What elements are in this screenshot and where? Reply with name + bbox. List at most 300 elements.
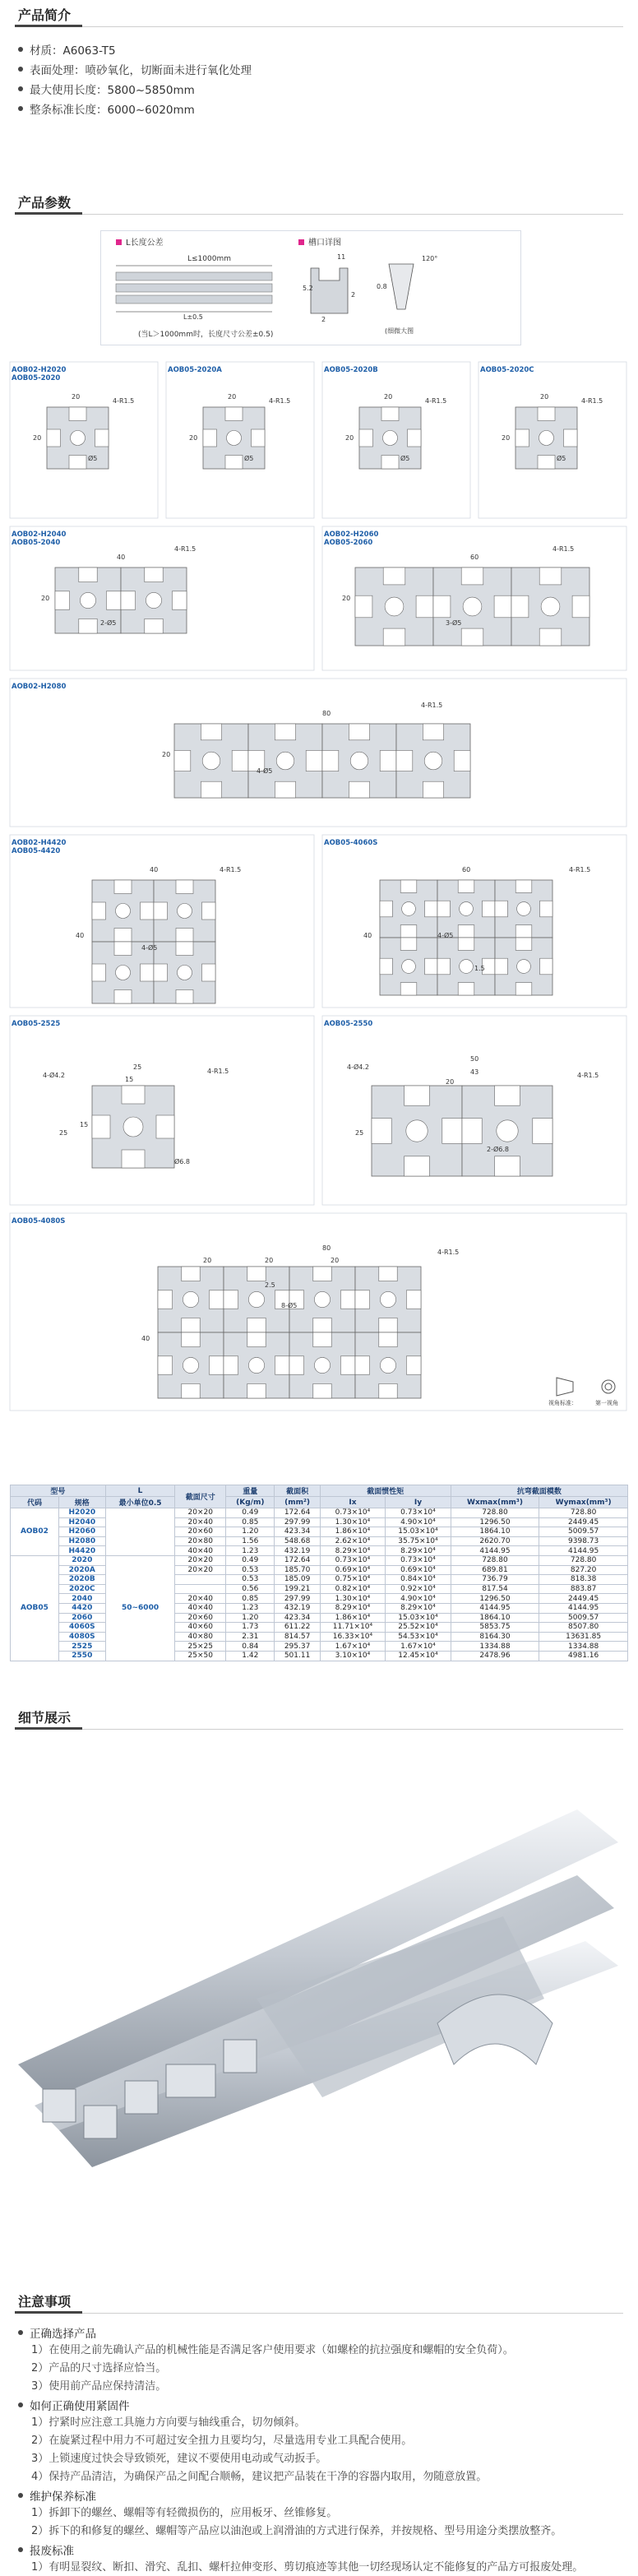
table-cell: 817.54 [451, 1584, 539, 1594]
table-row [11, 1527, 628, 1537]
dimension-label: 4-Ø4.2 [347, 1063, 369, 1071]
table-header-cell: 截面积 [275, 1485, 320, 1497]
table-cell: 2040 [58, 1594, 105, 1604]
table-cell: 548.68 [275, 1536, 320, 1546]
table-header-cell: Wymax(mm³) [539, 1497, 628, 1508]
dimension-label: Ø5 [88, 455, 98, 462]
notes-title: 注意事项 [18, 2294, 72, 2310]
dimension-label: 20 [502, 434, 511, 442]
bullet-icon [18, 2493, 23, 2498]
table-cell: 2449.45 [539, 1594, 628, 1604]
table-cell: 8164.30 [451, 1632, 539, 1642]
table-cell: 423.34 [275, 1613, 320, 1623]
table-cell: 25×25 [175, 1642, 226, 1652]
table-cell: 0.69×10⁴ [320, 1565, 386, 1575]
profile-section [380, 938, 437, 995]
divider-accent [15, 2311, 82, 2314]
table-cell: 0.69×10⁴ [386, 1565, 451, 1575]
table-cell: 8.29×10⁴ [386, 1603, 451, 1613]
dimension-label: 20 [342, 595, 351, 602]
table-header-cell: Wxmax(mm³) [451, 1497, 539, 1508]
divider [15, 2313, 623, 2314]
profile-section [121, 568, 187, 633]
table-cell: 0.53 [226, 1575, 275, 1585]
table-row [11, 1555, 628, 1565]
table-cell: 689.81 [451, 1565, 539, 1575]
dimension-label: 4-R1.5 [577, 1072, 599, 1079]
dimension-label: Ø5 [557, 455, 566, 462]
profile-section [92, 1086, 174, 1168]
profile-section [437, 938, 495, 995]
dimension-label: 20 [228, 393, 237, 401]
intro-header [0, 0, 638, 28]
table-cell: 736.79 [451, 1575, 539, 1585]
notes-item: 1）有明显裂纹、断扣、滑究、乱扣、螺杆拉伸变形、剪切痕迹等其他一切经现场认定不能修复的产品方可报废处理。 [31, 2561, 584, 2574]
dimension-label: 50 [470, 1055, 479, 1063]
profile-label: AOB05-2020B [324, 366, 378, 374]
dimension-label: 2-Ø6.8 [487, 1146, 509, 1153]
dimension-label: 2-Ø5 [100, 619, 117, 627]
table-cell: 0.53 [226, 1565, 275, 1575]
table-cell: 4144.95 [539, 1546, 628, 1556]
profile-label: AOB05-2060 [324, 539, 373, 547]
table-header-row [11, 1485, 628, 1497]
bullet-icon [18, 2547, 23, 2552]
dimension-label: 25 [133, 1063, 142, 1071]
table-cell: 0.82×10⁴ [320, 1584, 386, 1594]
profile-label: AOB05-2525 [12, 1020, 61, 1028]
table-cell: 2020A [58, 1565, 105, 1575]
intro-item: 最大使用长度：5800~5850mm [18, 81, 195, 97]
table-cell: 1296.50 [451, 1594, 539, 1604]
table-cell: 1.56 [226, 1536, 275, 1546]
table-cell: 4060S [58, 1623, 105, 1633]
profile-drawings [10, 362, 628, 1415]
table-cell: 1296.50 [451, 1517, 539, 1527]
notes-section-heading: 如何正确使用紧固件 [18, 2397, 130, 2413]
table-cell: 4144.95 [451, 1603, 539, 1613]
table-cell: 25.52×10⁴ [386, 1623, 451, 1633]
dimension-label: 20 [33, 434, 42, 442]
table-cell: 728.80 [539, 1508, 628, 1518]
profile-svg [10, 362, 628, 1415]
dimension-label: 40 [117, 554, 126, 561]
svg-text:0.8: 0.8 [377, 283, 387, 290]
profile-section [462, 1086, 552, 1176]
table-cell: 8.29×10⁴ [320, 1603, 386, 1613]
dimension-label: 4-R1.5 [569, 866, 591, 873]
dimension-label: 40 [76, 932, 85, 939]
table-header-cell: L [105, 1485, 175, 1497]
table-cell: 4.90×10⁴ [386, 1594, 451, 1604]
table-cell: 16.33×10⁴ [320, 1632, 386, 1642]
table-cell: 0.73×10⁴ [320, 1508, 386, 1518]
bullet-icon [18, 86, 23, 91]
profile-section [515, 407, 577, 469]
table-header-cell: 抗弯截面模数 [451, 1485, 627, 1497]
table-cell: 20×40 [175, 1517, 226, 1527]
profile-section [511, 568, 589, 646]
dimension-label: 80 [322, 710, 331, 717]
table-cell: 728.80 [451, 1508, 539, 1518]
profile-section [396, 724, 470, 798]
table-cell: 432.19 [275, 1546, 320, 1556]
dimension-label: Ø5 [400, 455, 410, 462]
table-cell: 0.56 [226, 1584, 275, 1594]
table-cell: 15.03×10⁴ [386, 1613, 451, 1623]
notes-item: 3）使用前产品应保持清洁。 [31, 2380, 167, 2393]
profile-section [433, 568, 511, 646]
dimension-label: 20 [72, 393, 81, 401]
table-cell: 0.49 [226, 1555, 275, 1565]
spec-table [10, 1485, 628, 1661]
dimension-label: 15 [80, 1121, 89, 1128]
table-cell: 13631.85 [539, 1632, 628, 1642]
table-cell: 728.80 [539, 1555, 628, 1565]
table-cell: 5853.75 [451, 1623, 539, 1633]
table-header-cell: 规格 [58, 1497, 105, 1508]
dimension-label: 60 [462, 866, 471, 873]
table-cell: 1.42 [226, 1651, 275, 1661]
table-cell: 0.84 [226, 1642, 275, 1652]
divider [15, 1729, 623, 1730]
svg-text:120°: 120° [422, 255, 438, 262]
table-cell: 20×80 [175, 1536, 226, 1546]
profile-section [47, 407, 109, 469]
table-cell: 2020 [58, 1555, 105, 1565]
table-header-cell: Ix [320, 1497, 386, 1508]
table-cell: 1.20 [226, 1527, 275, 1537]
table-cell: 1.67×10⁴ [320, 1642, 386, 1652]
table-cell: 4080S [58, 1632, 105, 1642]
notes-item: 3）上锁速度过快会导致锁死，建议不要使用电动或气动扳手。 [31, 2453, 327, 2465]
table-cell: 2020C [58, 1584, 105, 1594]
profile-section [322, 724, 396, 798]
tolerance-drawing [101, 231, 520, 345]
intro-item: 整条标准长度：6000~6020mm [18, 100, 195, 117]
dimension-label: 4-R1.5 [207, 1068, 229, 1075]
dimension-label: Ø6.8 [174, 1158, 191, 1165]
profile-section [355, 568, 433, 646]
notes-header [0, 2286, 638, 2314]
dimension-label: 4-R1.5 [425, 397, 447, 405]
dimension-label: 20 [203, 1257, 212, 1264]
profile-section [224, 1267, 289, 1332]
profile-label: AOB02-H2040 [12, 530, 67, 539]
table-cell: 0.49 [226, 1508, 275, 1518]
svg-text:L±0.5: L±0.5 [183, 313, 203, 321]
table-row [11, 1603, 628, 1613]
svg-text:槽口详图: 槽口详图 [308, 239, 341, 248]
notes-item: 1）拆卸下的螺丝、螺帽等有轻微损伤的，应用板牙、丝锥修复。 [31, 2507, 338, 2519]
table-cell: 4981.16 [539, 1651, 628, 1661]
table-cell: 0.73×10⁴ [386, 1508, 451, 1518]
profile-section [154, 880, 215, 942]
table-cell: 199.21 [275, 1584, 320, 1594]
dimension-label: 20 [345, 434, 354, 442]
table-cell: 0.75×10⁴ [320, 1575, 386, 1585]
table-cell: 0.73×10⁴ [320, 1555, 386, 1565]
svg-text:2: 2 [321, 316, 326, 323]
table-row [11, 1546, 628, 1556]
notes-body [0, 2324, 638, 2574]
table-cell: 3.10×10⁴ [320, 1651, 386, 1661]
table-cell: 50~6000 [105, 1555, 175, 1661]
dimension-label: 4-R1.5 [220, 866, 242, 873]
table-cell: AOB05 [11, 1555, 59, 1661]
table-cell: 0.73×10⁴ [386, 1555, 451, 1565]
table-cell: 35.75×10⁴ [386, 1536, 451, 1546]
table-cell: 4144.95 [539, 1603, 628, 1613]
table-cell: 2.31 [226, 1632, 275, 1642]
dimension-label: 4-R1.5 [269, 397, 291, 405]
table-cell: 1.30×10⁴ [320, 1517, 386, 1527]
table-cell: 40×40 [175, 1603, 226, 1613]
notes-item: 4）保持产品清洁，为确保产品之间配合顺畅，建议把产品装在干净的容器内取用，勿随意放置。 [31, 2471, 488, 2483]
table-cell: 185.70 [275, 1565, 320, 1575]
table-cell: H2040 [58, 1517, 105, 1527]
dimension-label: 20 [162, 751, 171, 758]
bullet-icon [18, 2330, 23, 2335]
profile-section [355, 1267, 421, 1332]
table-cell: 611.22 [275, 1623, 320, 1633]
dimension-label: 25 [355, 1129, 364, 1137]
intro-item: 表面处理：喷砂氧化，切断面未进行氧化处理 [18, 61, 252, 77]
profile-section [248, 724, 322, 798]
svg-text:L≤1000mm: L≤1000mm [187, 255, 231, 263]
dimension-label: 20 [331, 1257, 340, 1264]
dimension-label: 40 [141, 1335, 150, 1342]
table-cell: 2525 [58, 1642, 105, 1652]
table-row [11, 1575, 628, 1585]
profile-label: AOB05-2020A [168, 366, 222, 374]
params-header [0, 188, 638, 215]
table-row [11, 1508, 628, 1518]
profile-label: AOB05-2040 [12, 539, 61, 547]
profile-label: AOB05-4080S [12, 1217, 66, 1225]
table-row [11, 1517, 628, 1527]
detail-header [0, 1703, 638, 1730]
table-cell: 11.71×10⁴ [320, 1623, 386, 1633]
table-cell: 5009.57 [539, 1613, 628, 1623]
table-cell: 295.37 [275, 1642, 320, 1652]
table-header-cell: 型号 [11, 1485, 106, 1497]
profile-label: AOB02-H2020 [12, 366, 67, 374]
profile-section [437, 880, 495, 938]
projection-icon [557, 1378, 573, 1396]
table-cell: 0.85 [226, 1517, 275, 1527]
dimension-label: 15 [125, 1076, 134, 1083]
table-cell: 827.20 [539, 1565, 628, 1575]
table-row [11, 1651, 628, 1661]
dimension-label: 20 [540, 393, 549, 401]
profile-section [158, 1267, 224, 1332]
table-cell: 0.92×10⁴ [386, 1584, 451, 1594]
profile-section [154, 942, 215, 1003]
table-header-row [11, 1497, 628, 1508]
table-cell: 1.86×10⁴ [320, 1527, 386, 1537]
table-cell: 501.11 [275, 1651, 320, 1661]
table-cell: 20×60 [175, 1613, 226, 1623]
table-cell: H2060 [58, 1527, 105, 1537]
table-cell: 883.87 [539, 1584, 628, 1594]
tolerance-panel [100, 230, 521, 345]
dimension-label: 8-Ø5 [281, 1302, 298, 1309]
profile-section [495, 938, 552, 995]
dimension-label: 4-R1.5 [581, 397, 603, 405]
dimension-label: 25 [59, 1129, 68, 1137]
profile-section [289, 1267, 355, 1332]
profile-label: AOB02-H2060 [324, 530, 379, 539]
dimension-label: 3-Ø5 [446, 619, 462, 627]
table-cell: 8.29×10⁴ [320, 1546, 386, 1556]
dimension-label: 20 [384, 393, 393, 401]
table-cell: 2550 [58, 1651, 105, 1661]
table-cell: 12.45×10⁴ [386, 1651, 451, 1661]
table-cell: 54.53×10⁴ [386, 1632, 451, 1642]
notes-item: 1）在使用之前先确认产品的机械性能是否满足客户使用要求（如螺栓的抗拉强度和螺帽的安全负荷）。 [31, 2344, 514, 2356]
dimension-label: Ø5 [244, 455, 254, 462]
table-cell: 432.19 [275, 1603, 320, 1613]
dimension-label: 20 [41, 595, 50, 602]
profile-section [92, 880, 154, 942]
product-photo [10, 1752, 628, 2204]
dimension-label: 43 [470, 1068, 479, 1076]
profile-section [158, 1332, 224, 1398]
profile-label: AOB02-H4420 [12, 839, 67, 847]
table-cell: 2449.45 [539, 1517, 628, 1527]
dimension-label: 4-R1.5 [552, 545, 575, 553]
table-cell: 40×40 [175, 1546, 226, 1556]
intro-item: 材质：A6063-T5 [18, 41, 116, 58]
dimension-label: 80 [322, 1244, 331, 1252]
table-cell [105, 1508, 175, 1556]
table-row [11, 1613, 628, 1623]
table-cell: 423.34 [275, 1527, 320, 1537]
table-cell: 2620.70 [451, 1536, 539, 1546]
profile-section [289, 1332, 355, 1398]
table-cell: H4420 [58, 1546, 105, 1556]
table-cell: 8507.80 [539, 1623, 628, 1633]
table-cell: 0.84×10⁴ [386, 1575, 451, 1585]
divider [15, 214, 623, 215]
table-header-cell: 截面尺寸 [175, 1485, 226, 1508]
dimension-label: 20 [189, 434, 198, 442]
table-cell: AOB02 [11, 1508, 59, 1556]
table-row [11, 1594, 628, 1604]
profile-label: AOB05-4060S [324, 839, 378, 847]
dimension-label: 4-Ø5 [437, 932, 454, 939]
table-cell: H2080 [58, 1536, 105, 1546]
projection-icon [602, 1380, 615, 1393]
table-cell: 2478.96 [451, 1651, 539, 1661]
bullet-icon [18, 2402, 23, 2407]
table-header-cell: 重量 [226, 1485, 275, 1497]
dimension-label: 40 [363, 932, 372, 939]
table-cell: 1.20 [226, 1613, 275, 1623]
dimension-label: 4-R1.5 [437, 1249, 460, 1256]
table-cell: 1864.10 [451, 1527, 539, 1537]
table-cell: 15.03×10⁴ [386, 1527, 451, 1537]
table-cell: 185.09 [275, 1575, 320, 1585]
profile-section [224, 1332, 289, 1398]
table-cell: 4.90×10⁴ [386, 1517, 451, 1527]
notes-section-heading: 维护保养标准 [18, 2487, 96, 2504]
table-cell: 1.23 [226, 1546, 275, 1556]
profile-label: AOB05-2020C [480, 366, 534, 374]
profile-section [495, 880, 552, 938]
divider-accent [15, 25, 82, 27]
detail-title: 细节展示 [18, 1710, 72, 1726]
notes-item: 2）在旋紧过程中用力不可超过安全扭力且要均匀，尽量选用专业工具配合使用。 [31, 2435, 413, 2447]
table-cell: 40×80 [175, 1632, 226, 1642]
table-cell: 172.64 [275, 1555, 320, 1565]
notes-item: 2）拆下的和修复的螺丝、螺帽等产品应以油泡或上润滑油的方式进行保养，并按规格、型号用途分类摆放整齐。 [31, 2525, 562, 2537]
table-cell: 0.85 [226, 1594, 275, 1604]
divider-accent [15, 212, 82, 215]
dimension-label: 4-Ø5 [257, 767, 273, 775]
table-cell: 2020B [58, 1575, 105, 1585]
dimension-label: 2.5 [265, 1281, 275, 1289]
profile-label: AOB05-2550 [324, 1020, 373, 1028]
table-cell: 2060 [58, 1613, 105, 1623]
table-cell: 20×20 [175, 1555, 226, 1565]
table-cell: 1.67×10⁴ [386, 1642, 451, 1652]
notes-section-heading: 正确选择产品 [18, 2324, 96, 2341]
projection-label: 第一视角 [595, 1400, 618, 1406]
table-cell: 2.62×10⁴ [320, 1536, 386, 1546]
dimension-label: 20 [446, 1078, 455, 1086]
svg-text:2: 2 [351, 291, 356, 299]
table-cell [175, 1575, 226, 1585]
table-cell: 1.23 [226, 1603, 275, 1613]
table-cell: 4144.95 [451, 1546, 539, 1556]
table-row [11, 1536, 628, 1546]
table-cell: 20×40 [175, 1594, 226, 1604]
dimension-label: 60 [470, 554, 479, 561]
svg-text:L长度公差: L长度公差 [126, 239, 164, 248]
table-row [11, 1565, 628, 1575]
notes-item: 2）产品的尺寸选择应恰当。 [31, 2362, 167, 2374]
table-header-cell: (Kg/m) [226, 1497, 275, 1508]
table-header-cell: 最小单位0.5 [105, 1497, 175, 1508]
table-cell: 1334.88 [451, 1642, 539, 1652]
table-cell [175, 1584, 226, 1594]
projection-label: 视角标准： [548, 1400, 577, 1406]
svg-text:(当L＞1000mm时，长度尺寸公差±0.5): (当L＞1000mm时，长度尺寸公差±0.5) [138, 331, 274, 339]
table-cell: 1864.10 [451, 1613, 539, 1623]
profile-section [372, 1086, 462, 1176]
aluminium-profiles-image [10, 1752, 628, 2204]
table-cell: 1.30×10⁴ [320, 1594, 386, 1604]
table-cell: 297.99 [275, 1517, 320, 1527]
profile-label: AOB05-2020 [12, 374, 61, 382]
table-cell: H2020 [58, 1508, 105, 1518]
notes-item: 1）拧紧时应注意工具施力方向要与轴线重合，切勿倾斜。 [31, 2416, 306, 2429]
table-cell: 297.99 [275, 1594, 320, 1604]
table-cell: 40×60 [175, 1623, 226, 1633]
table-header-cell: 截面惯性矩 [320, 1485, 451, 1497]
table-row [11, 1584, 628, 1594]
dimension-label: 4-Ø4.2 [43, 1072, 65, 1079]
divider-accent [15, 1727, 82, 1730]
table-header-cell: 代码 [11, 1497, 59, 1508]
table-cell: 20×60 [175, 1527, 226, 1537]
table-header-cell: (mm²) [275, 1497, 320, 1508]
intro-title: 产品简介 [18, 7, 72, 23]
table-cell: 8.29×10⁴ [386, 1546, 451, 1556]
table-row [11, 1642, 628, 1652]
